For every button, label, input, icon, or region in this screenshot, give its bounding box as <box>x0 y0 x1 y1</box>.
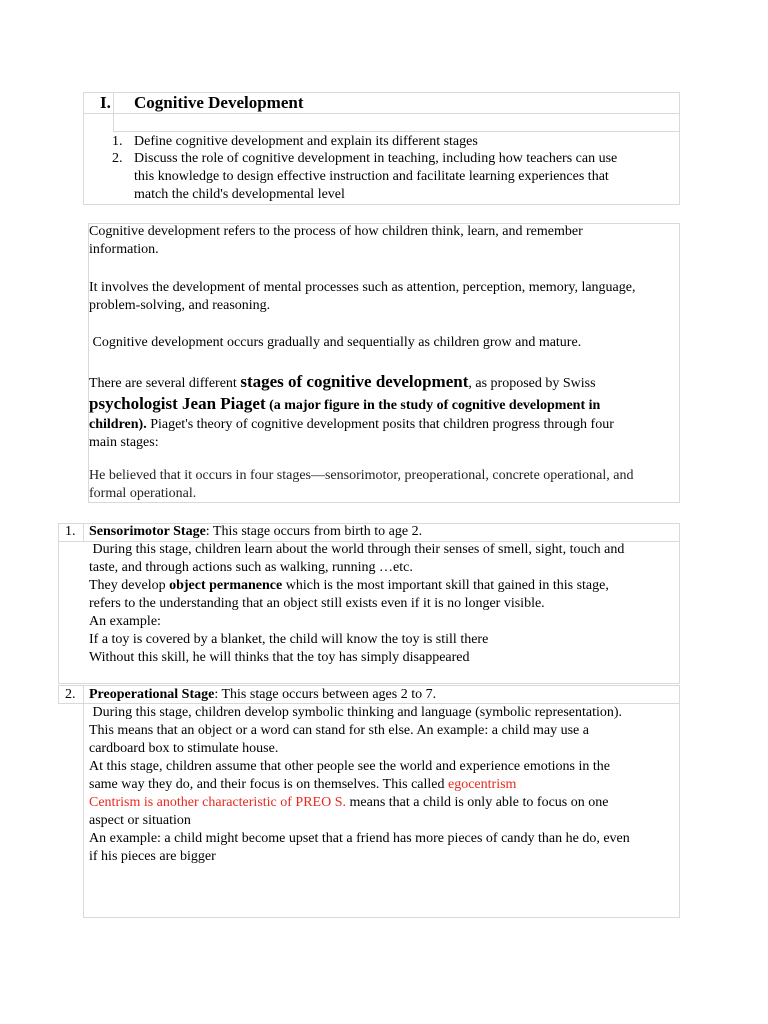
stage2-line: During this stage, children develop symbolic thinking and language (symbolic representation). <box>89 705 623 720</box>
objective-number: 2. <box>112 151 123 166</box>
highlight-term: Centrism is another characteristic of PREO S. <box>89 795 346 810</box>
stage1-line: An example: <box>89 614 161 629</box>
intro-line: problem-solving, and reasoning. <box>89 298 271 313</box>
intro-line <box>89 416 614 434</box>
objective-line: this knowledge to design effective instruction and facilitate learning experiences that <box>134 169 609 184</box>
intro-line <box>89 371 614 394</box>
emphasis-text: stages of cognitive development <box>240 372 469 391</box>
text-span: There are several different <box>89 376 241 391</box>
objective-line: match the child's developmental level <box>134 187 345 202</box>
intro-box <box>88 223 680 503</box>
intro-line: information. <box>89 242 159 257</box>
highlight-term: egocentrism <box>448 777 517 792</box>
stage-name: Preoperational Stage <box>89 687 215 702</box>
stage2-line: An example: a child might become upset that a friend has more pieces of candy than he do, even <box>89 831 630 846</box>
text-span: They develop <box>89 578 170 593</box>
objective-line: Discuss the role of cognitive development in teaching, including how teachers can use <box>134 151 618 166</box>
stage2-line <box>89 794 630 812</box>
stage-name: Sensorimotor Stage <box>89 524 206 539</box>
text-span: : This stage occurs between ages 2 to 7. <box>214 687 437 702</box>
stage1-line: During this stage, children learn about the world through their senses of smell, sight, touch and <box>89 542 625 557</box>
text-span: Piaget's theory of cognitive development posits that children progress through four <box>146 417 614 432</box>
intro-line: He believed that it occurs in four stages—sensorimotor, preoperational, concrete operational, and <box>89 468 634 483</box>
stage1-line: refers to the understanding that an object still exists even if it is no longer visible. <box>89 596 545 611</box>
stage2-line: if his pieces are bigger <box>89 849 216 864</box>
emphasis-text: psychologist Jean Piaget <box>89 394 266 413</box>
intro-line: main stages: <box>89 435 159 450</box>
bold-text: children). <box>89 417 147 432</box>
intro-line: It involves the development of mental processes such as attention, perception, memory, language, <box>89 280 636 295</box>
stage2-column-divider <box>83 685 84 918</box>
text-span: which is the most important skill that gained in this stage, <box>282 578 609 593</box>
text-span: means that a child is only able to focus on one <box>346 795 609 810</box>
stage1-line <box>89 577 624 595</box>
stage1-line <box>89 523 624 541</box>
objective-number: 1. <box>112 134 123 149</box>
intro-paragraph-5 <box>89 467 633 503</box>
text-span: , as proposed by Swiss <box>468 376 596 391</box>
stage2-line: This means that an object or a word can stand for sth else. An example: a child may use a <box>89 723 589 738</box>
stage1-line: If a toy is covered by a blanket, the child will know the toy is still there <box>89 632 489 647</box>
stage2-line: At this stage, children assume that other people see the world and experience emotions in the <box>89 759 610 774</box>
bold-text: (a major figure in the study of cognitive development in <box>265 398 601 413</box>
stage2-line <box>89 686 630 704</box>
objective-text: Define cognitive development and explain its different stages <box>134 134 478 149</box>
intro-line: formal operational. <box>89 486 197 501</box>
page-title: Cognitive Development <box>134 93 304 112</box>
intro-line: Cognitive development refers to the process of how children think, learn, and remember <box>89 224 583 239</box>
stage2-line <box>89 776 630 794</box>
text-span: : This stage occurs from birth to age 2. <box>205 524 423 539</box>
heading-numeral: I. <box>100 93 111 112</box>
text-span: same way they do, and their focus is on themselves. This called <box>89 777 448 792</box>
intro-paragraph-1 <box>89 223 583 259</box>
stage1-number: 1. <box>65 524 76 539</box>
stage2-line: cardboard box to stimulate house. <box>89 741 279 756</box>
stage1-line: Without this skill, he will thinks that the toy has simply disappeared <box>89 650 470 665</box>
stage2-left-border-hide <box>58 704 59 918</box>
bold-text: object permanence <box>169 578 283 593</box>
intro-paragraph-3: Cognitive development occurs gradually and sequentially as children grow and mature. <box>89 335 582 350</box>
objective-text <box>134 150 617 204</box>
stage2-line: aspect or situation <box>89 813 191 828</box>
heading-divider <box>113 131 680 132</box>
stage1-line: taste, and through actions such as walking, running …etc. <box>89 560 413 575</box>
stage2-text <box>89 686 630 866</box>
heading-column-divider <box>113 92 114 132</box>
intro-paragraph-4 <box>89 371 614 452</box>
stage2-number: 2. <box>65 687 76 702</box>
intro-paragraph-2 <box>89 279 636 315</box>
intro-line <box>89 394 614 416</box>
stage2-bottom-hide <box>58 917 83 918</box>
heading-divider <box>83 113 680 114</box>
stage1-text <box>89 523 624 667</box>
stage1-column-divider <box>83 523 84 541</box>
